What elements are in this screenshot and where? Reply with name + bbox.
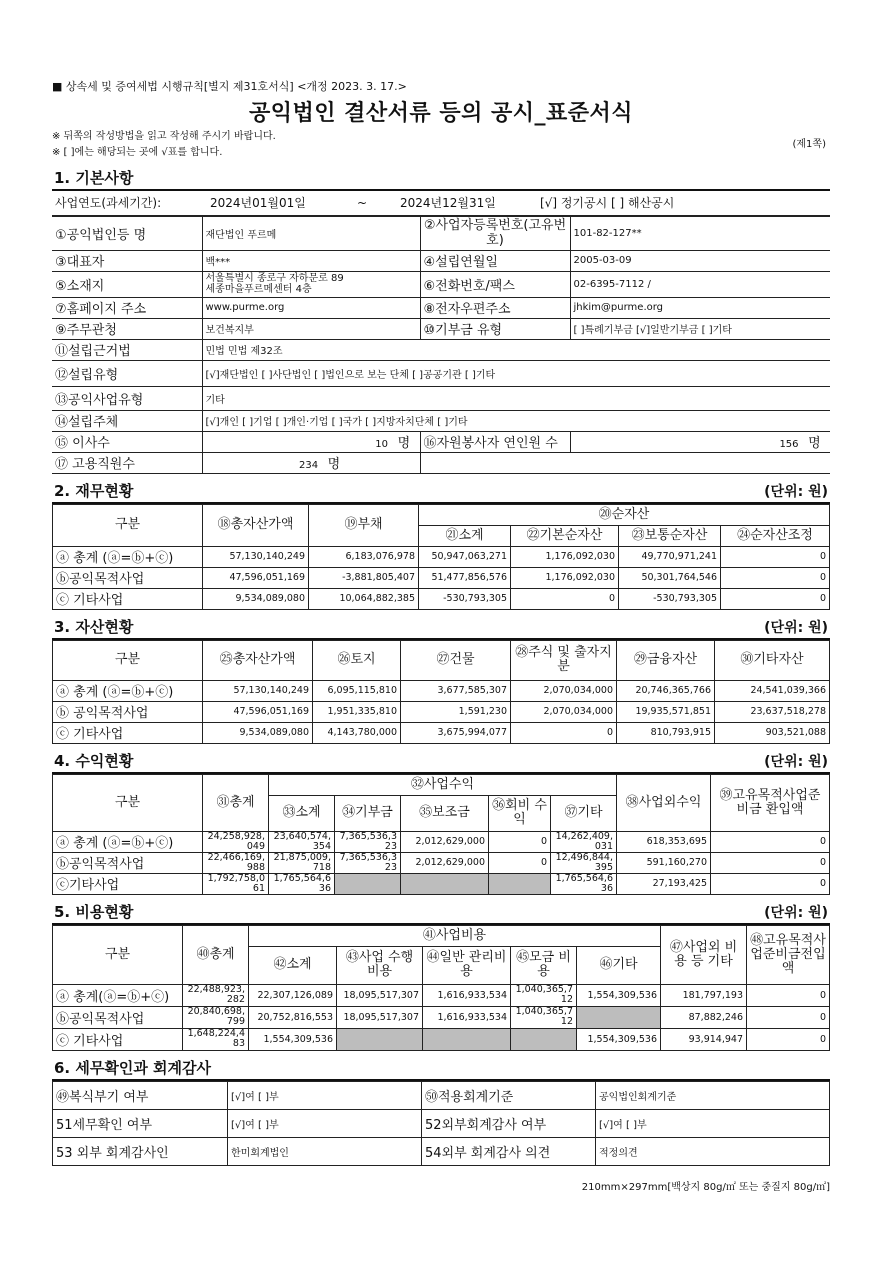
section-1-header — [52, 163, 830, 191]
cell-value: 0 — [747, 1006, 830, 1028]
value-double-entry: [√]여 [ ]부 — [228, 1081, 422, 1109]
header-total: ㊵총계 — [183, 925, 249, 984]
page-number: (제1쪽) — [792, 139, 826, 150]
row-label: ⓐ 총계 (ⓐ=ⓑ+ⓒ) — [53, 831, 203, 852]
cell-value: 23,640,574,354 — [269, 831, 335, 852]
header-basic-net: ㉒기본순자산 — [511, 525, 619, 546]
table-row — [53, 873, 830, 894]
value-legal-basis: 민법 민법 제32조 — [202, 339, 830, 360]
header-other-assets: ㉚기타자산 — [715, 640, 830, 680]
header-gubun: 구분 — [53, 774, 203, 831]
value-directors — [202, 431, 420, 452]
note-2: ※ [ ]에는 해당되는 곳에 √표를 합니다. — [52, 147, 223, 158]
header-normal-net: ㉓보통순자산 — [619, 525, 721, 546]
row-label: ⓒ 기타사업 — [53, 1028, 183, 1050]
value-employees — [202, 452, 420, 473]
table-row — [53, 1109, 830, 1137]
header-financial: ㉙금융자산 — [617, 640, 715, 680]
header-exec-cost: ㊸사업 수행비용 — [337, 946, 423, 984]
row-label: ⓒ기타사업 — [53, 873, 203, 894]
cell-value: 1,765,564,636 — [269, 873, 335, 894]
label-legal-basis: ⑪설립근거법 — [52, 339, 202, 360]
cell-value: 0 — [721, 567, 830, 588]
value-tax-check: [√]여 [ ]부 — [228, 1109, 422, 1137]
shaded-cell — [423, 1028, 511, 1050]
value-accounting-standard: 공익법인회계기준 — [596, 1081, 830, 1109]
section-5-title: 5. 비용현황 — [54, 902, 134, 921]
value-founding-type: [√]재단법인 [ ]사단법인 [ ]법인으로 보는 단체 [ ]공공기관 [ ]기타 — [202, 360, 830, 386]
section-2-title: 2. 재무현황 — [54, 481, 134, 500]
cell-value: 6,183,076,978 — [309, 546, 419, 567]
row-label: ⓑ공익목적사업 — [53, 852, 203, 873]
row-label: ⓑ공익목적사업 — [53, 567, 203, 588]
table-row — [53, 852, 830, 873]
cell-value: 0 — [711, 852, 830, 873]
period-tilde: ~ — [327, 191, 397, 215]
cell-value: 1,616,933,534 — [423, 1006, 511, 1028]
value-founded: 2005-03-09 — [570, 250, 830, 271]
shaded-cell — [337, 1028, 423, 1050]
table-row — [53, 722, 830, 743]
label-founded: ④설립연월일 — [420, 250, 570, 271]
directors-count: 10 — [375, 439, 389, 450]
cell-value: 9,534,089,080 — [203, 588, 309, 609]
label-employees: ⑰ 고용직원수 — [52, 452, 202, 473]
table-row — [52, 318, 830, 339]
expense-table — [52, 925, 830, 1051]
cell-value: -3,881,805,407 — [309, 567, 419, 588]
cell-value: 23,637,518,278 — [715, 701, 830, 722]
cell-value: 14,262,409,031 — [551, 831, 617, 852]
header-gubun: 구분 — [53, 640, 203, 680]
law-reference: ■ 상속세 및 증여세법 시행규칙[별지 제31호서식] <개정 2023. 3. 17.> — [52, 80, 407, 93]
table-row — [52, 360, 830, 386]
header-etc: ㊻기타 — [577, 946, 661, 984]
cell-value: 1,176,092,030 — [511, 567, 619, 588]
cell-value: 1,176,092,030 — [511, 546, 619, 567]
header-building: ㉗건물 — [401, 640, 511, 680]
cell-value: 0 — [489, 831, 551, 852]
cell-value: 2,070,034,000 — [511, 680, 617, 701]
table-row — [53, 680, 830, 701]
header-nonbiz-expense: ㊼사업외 비용 등 기타 — [661, 925, 747, 984]
cell-value: 1,554,309,536 — [249, 1028, 337, 1050]
cell-value: 3,675,994,077 — [401, 722, 511, 743]
revenue-table — [52, 774, 830, 895]
value-representative: 백*** — [202, 250, 420, 271]
header-etc: ㊲기타 — [551, 795, 617, 831]
header-subsidy: ㉟보조금 — [401, 795, 489, 831]
label-directors: ⑮ 이사수 — [52, 431, 202, 452]
header-stocks: ㉘주식 및 출자지분 — [511, 640, 617, 680]
employees-unit: 명 — [327, 457, 341, 472]
address-line-2: 세종마을푸르메센터 4층 — [205, 284, 312, 295]
value-authority: 보건복지부 — [202, 318, 420, 339]
cell-value: 1,554,309,536 — [577, 1028, 661, 1050]
cell-value: 2,012,629,000 — [401, 852, 489, 873]
cell-value: 903,521,088 — [715, 722, 830, 743]
value-volunteers — [570, 431, 830, 452]
value-audit-opinion: 적정의견 — [596, 1137, 830, 1165]
value-email: jhkim@purme.org — [570, 297, 830, 318]
shaded-cell — [335, 873, 401, 894]
unit-label: (단위: 원) — [764, 619, 828, 636]
period-start: 2024년01월01일 — [207, 191, 327, 215]
value-external-audit: [√]여 [ ]부 — [596, 1109, 830, 1137]
cell-value: 22,307,126,089 — [249, 984, 337, 1006]
cell-value: 1,792,758,061 — [203, 873, 269, 894]
table-row — [53, 701, 830, 722]
cell-value: 1,040,365,712 — [511, 1006, 577, 1028]
label-donation-type: ⑩기부금 유형 — [420, 318, 570, 339]
cell-value: 12,496,844,395 — [551, 852, 617, 873]
table-row — [52, 386, 830, 410]
unit-label: (단위: 원) — [764, 483, 828, 500]
cell-value: 0 — [511, 588, 619, 609]
label-founder: ⑭설립주체 — [52, 410, 202, 431]
header-net-adjust: ㉔순자산조정 — [721, 525, 830, 546]
label-external-audit: 52외부회계감사 여부 — [422, 1109, 596, 1137]
header-biz-revenue: ㉜사업수익 — [269, 774, 617, 795]
label-audit-opinion: 54외부 회계감사 의견 — [422, 1137, 596, 1165]
table-row — [52, 339, 830, 360]
address-line-1: 서울특별시 종로구 자하문로 89 — [205, 273, 344, 284]
volunteers-count: 156 — [779, 439, 799, 450]
label-accounting-standard: ㊿적용회계기준 — [422, 1081, 596, 1109]
cell-value: 0 — [489, 852, 551, 873]
label-biz-no: ②사업자등록번호(고유번호) — [420, 216, 570, 250]
header-debt: ⑲부채 — [309, 504, 419, 546]
cell-value: 47,596,051,169 — [203, 701, 313, 722]
cell-value: 24,258,928,049 — [203, 831, 269, 852]
cell-value: -530,793,305 — [419, 588, 511, 609]
table-row — [53, 546, 830, 567]
label-project-type: ⑬공익사업유형 — [52, 386, 202, 410]
disclosure-type: [√] 정기공시 [ ] 해산공시 — [537, 191, 830, 215]
assets-table — [52, 640, 830, 744]
cell-value: 2,012,629,000 — [401, 831, 489, 852]
header-land: ㉖토지 — [313, 640, 401, 680]
row-label: ⓐ 총계 (ⓐ=ⓑ+ⓒ) — [53, 680, 203, 701]
table-row — [53, 1081, 830, 1109]
row-label: ⓒ 기타사업 — [53, 588, 203, 609]
cell-value: 181,797,193 — [661, 984, 747, 1006]
header-biz-expense: ㊶사업비용 — [249, 925, 661, 946]
row-label: ⓒ 기타사업 — [53, 722, 203, 743]
cell-value: -530,793,305 — [619, 588, 721, 609]
label-representative: ③대표자 — [52, 250, 202, 271]
row-label: ⓑ 공익목적사업 — [53, 701, 203, 722]
note-1: ※ 뒤쪽의 작성방법을 읽고 작성해 주시기 바랍니다. — [52, 131, 276, 142]
header-subtotal: ㉑소계 — [419, 525, 511, 546]
cell-value: 0 — [747, 984, 830, 1006]
basic-info-table — [52, 216, 830, 474]
label-org-name: ①공익법인등 명 — [52, 216, 202, 250]
cell-value: 50,947,063,271 — [419, 546, 511, 567]
cell-value: 57,130,140,249 — [203, 546, 309, 567]
shaded-cell — [401, 873, 489, 894]
cell-value: 24,541,039,366 — [715, 680, 830, 701]
cell-value: 49,770,971,241 — [619, 546, 721, 567]
value-auditor: 한미회계법인 — [228, 1137, 422, 1165]
section-1-title: 1. 기본사항 — [54, 169, 134, 187]
cell-value: 4,143,780,000 — [313, 722, 401, 743]
cell-value: 1,616,933,534 — [423, 984, 511, 1006]
label-tax-check: 51세무확인 여부 — [53, 1109, 228, 1137]
table-row — [52, 216, 830, 250]
header-donation: ㉞기부금 — [335, 795, 401, 831]
value-founder: [√]개인 [ ]기업 [ ]개인·기업 [ ]국가 [ ]지방자치단체 [ ]기타 — [202, 410, 830, 431]
table-row — [53, 831, 830, 852]
blank-cell — [420, 452, 830, 473]
header-total-assets: ㉕총자산가액 — [203, 640, 313, 680]
label-double-entry: ㊾복식부기 여부 — [53, 1081, 228, 1109]
cell-value: 810,793,915 — [617, 722, 715, 743]
cell-value: 1,648,224,483 — [183, 1028, 249, 1050]
header-subtotal: ㊷소계 — [249, 946, 337, 984]
row-label: ⓐ 총계 (ⓐ=ⓑ+ⓒ) — [53, 546, 203, 567]
label-homepage: ⑦홈페이지 주소 — [52, 297, 202, 318]
cell-value: 27,193,425 — [617, 873, 711, 894]
financial-table — [52, 504, 830, 610]
cell-value: 0 — [747, 1028, 830, 1050]
header-net-assets: ⑳순자산 — [419, 504, 830, 525]
cell-value: 20,840,698,799 — [183, 1006, 249, 1028]
cell-value: 7,365,536,323 — [335, 831, 401, 852]
cell-value: 591,160,270 — [617, 852, 711, 873]
cell-value: 51,477,856,576 — [419, 567, 511, 588]
form-page — [52, 78, 830, 1193]
unit-label: (단위: 원) — [764, 904, 828, 921]
header-nonbiz-revenue: ㊳사업외수익 — [617, 774, 711, 831]
value-phone-fax: 02-6395-7112 / — [570, 271, 830, 297]
cell-value: 10,064,882,385 — [309, 588, 419, 609]
cell-value: 1,040,365,712 — [511, 984, 577, 1006]
section-3-header — [52, 612, 830, 640]
shaded-cell — [577, 1006, 661, 1028]
table-row — [52, 250, 830, 271]
fiscal-period-row — [52, 191, 830, 216]
cell-value: 93,914,947 — [661, 1028, 747, 1050]
table-row — [53, 567, 830, 588]
cell-value: 22,466,169,988 — [203, 852, 269, 873]
table-row — [52, 271, 830, 297]
cell-value: 21,875,009,718 — [269, 852, 335, 873]
section-4-header — [52, 746, 830, 774]
shaded-cell — [489, 873, 551, 894]
cell-value: 18,095,517,307 — [337, 1006, 423, 1028]
unit-label: (단위: 원) — [764, 753, 828, 770]
value-donation-type: [ ]특례기부금 [√]일반기부금 [ ]기타 — [570, 318, 830, 339]
header-fundraising-cost: ㊺모금 비용 — [511, 946, 577, 984]
cell-value: 20,746,365,766 — [617, 680, 715, 701]
table-row — [53, 1137, 830, 1165]
period-end: 2024년12월31일 — [397, 191, 537, 215]
section-6-title: 6. 세무확인과 회계감사 — [54, 1058, 211, 1077]
cell-value: 1,951,335,810 — [313, 701, 401, 722]
volunteers-unit: 명 — [808, 436, 821, 451]
cell-value: 19,935,571,851 — [617, 701, 715, 722]
cell-value: 0 — [721, 588, 830, 609]
header-reserve-transfer: ㊽고유목적사업준비금전입액 — [747, 925, 830, 984]
label-auditor: 53 외부 회계감사인 — [53, 1137, 228, 1165]
employees-count: 234 — [299, 460, 319, 471]
table-row — [53, 1028, 830, 1050]
table-row — [52, 452, 830, 473]
table-row — [52, 410, 830, 431]
section-5-header — [52, 897, 830, 925]
label-volunteers: ⑯자원봉사자 연인원 수 — [420, 431, 570, 452]
cell-value: 6,095,115,810 — [313, 680, 401, 701]
cell-value: 0 — [711, 831, 830, 852]
cell-value: 50,301,764,546 — [619, 567, 721, 588]
table-row — [52, 297, 830, 318]
cell-value: 618,353,695 — [617, 831, 711, 852]
header-gubun: 구분 — [53, 504, 203, 546]
cell-value: 0 — [511, 722, 617, 743]
label-address: ⑤소재지 — [52, 271, 202, 297]
label-phone-fax: ⑥전화번호/팩스 — [420, 271, 570, 297]
label-email: ⑧전자우편주소 — [420, 297, 570, 318]
value-address — [202, 271, 420, 297]
section-3-title: 3. 자산현황 — [54, 617, 134, 636]
cell-value: 1,591,230 — [401, 701, 511, 722]
header-reserve-return: ㊴고유목적사업준비금 환입액 — [711, 774, 830, 831]
section-4-title: 4. 수익현황 — [54, 751, 134, 770]
cell-value: 20,752,816,553 — [249, 1006, 337, 1028]
cell-value: 57,130,140,249 — [203, 680, 313, 701]
value-homepage: www.purme.org — [202, 297, 420, 318]
value-org-name: 재단법인 푸르메 — [202, 216, 420, 250]
form-title: 공익법인 결산서류 등의 공시_표준서식 — [248, 101, 633, 126]
header-membership-fee: ㊱회비 수익 — [489, 795, 551, 831]
header-gubun: 구분 — [53, 925, 183, 984]
row-label: ⓐ 총계(ⓐ=ⓑ+ⓒ) — [53, 984, 183, 1006]
table-row — [53, 984, 830, 1006]
section-2-header — [52, 476, 830, 504]
cell-value: 22,488,923,282 — [183, 984, 249, 1006]
cell-value: 2,070,034,000 — [511, 701, 617, 722]
cell-value: 3,677,585,307 — [401, 680, 511, 701]
table-row — [52, 431, 830, 452]
directors-unit: 명 — [397, 436, 411, 451]
audit-table — [52, 1081, 830, 1166]
header-total: ㉛총계 — [203, 774, 269, 831]
header-total-assets: ⑱총자산가액 — [203, 504, 309, 546]
value-biz-no: 101-82-127** — [570, 216, 830, 250]
cell-value: 47,596,051,169 — [203, 567, 309, 588]
cell-value: 1,765,564,636 — [551, 873, 617, 894]
value-project-type: 기타 — [202, 386, 830, 410]
table-row — [53, 588, 830, 609]
shaded-cell — [511, 1028, 577, 1050]
cell-value: 87,882,246 — [661, 1006, 747, 1028]
header-subtotal: ㉝소계 — [269, 795, 335, 831]
cell-value: 0 — [721, 546, 830, 567]
cell-value: 9,534,089,080 — [203, 722, 313, 743]
table-row — [53, 1006, 830, 1028]
header-admin-cost: ㊹일반 관리비용 — [423, 946, 511, 984]
row-label: ⓑ공익목적사업 — [53, 1006, 183, 1028]
cell-value: 7,365,536,323 — [335, 852, 401, 873]
label-founding-type: ⑫설립유형 — [52, 360, 202, 386]
form-notes — [52, 129, 830, 161]
paper-spec: 210mm×297mm[백상지 80g/㎡ 또는 중질지 80g/㎡] — [581, 1181, 830, 1193]
section-6-header — [52, 1053, 830, 1081]
period-label: 사업연도(과세기간): — [52, 191, 207, 215]
label-authority: ⑨주무관청 — [52, 318, 202, 339]
cell-value: 1,554,309,536 — [577, 984, 661, 1006]
cell-value: 0 — [711, 873, 830, 894]
cell-value: 18,095,517,307 — [337, 984, 423, 1006]
